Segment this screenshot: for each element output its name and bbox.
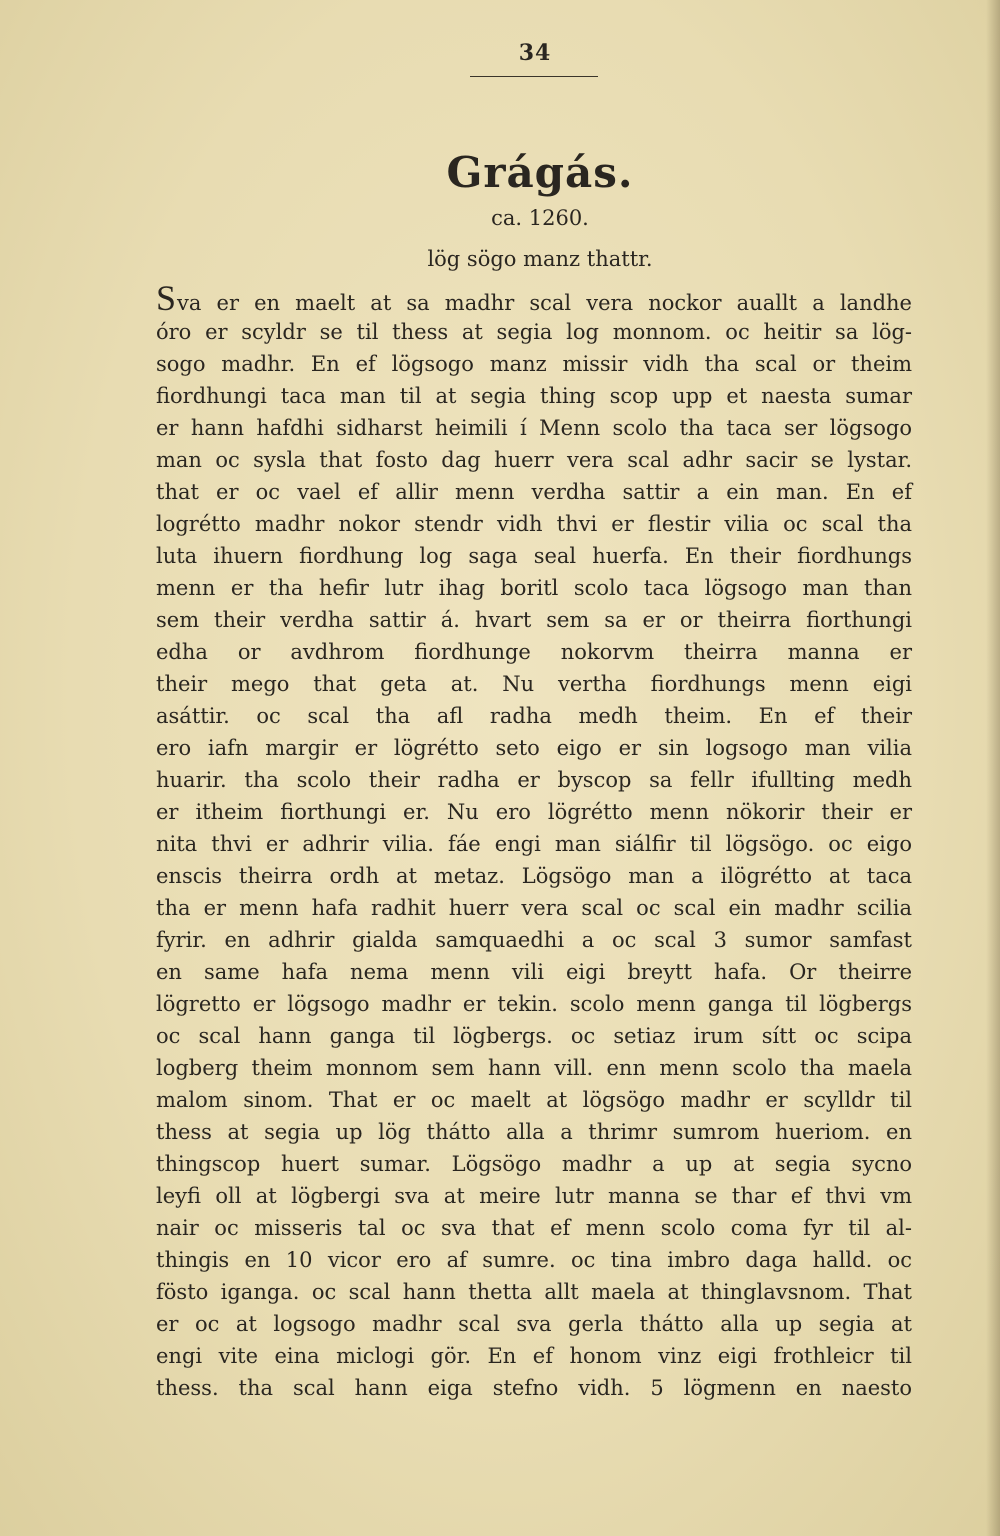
- text-line: menn er tha hefir lutr ihag boritl scolo taca lögsogo man than: [156, 576, 912, 600]
- page-edge-shadow: [986, 0, 1000, 1536]
- text-line: óro er scyldr se til thess at segia log monnom. oc heitir sa lög-: [156, 320, 912, 344]
- text-line: man oc sysla that fosto dag huerr vera scal adhr sacir se lystar.: [156, 448, 912, 472]
- text-line: logberg theim monnom sem hann vill. enn menn scolo tha maela: [156, 1056, 912, 1080]
- text-line: asáttir. oc scal tha afl radha medh theim. En ef their: [156, 704, 912, 728]
- text-line: enscis theirra ordh at metaz. Lögsögo man a ilögrétto at taca: [156, 864, 912, 888]
- page-number-rule: [470, 76, 598, 77]
- text-line: thess at segia up lög thátto alla a thrimr sumrom hueriom. en: [156, 1120, 912, 1144]
- date-line: ca. 1260.: [491, 206, 589, 230]
- page-title: Grágás.: [446, 148, 634, 197]
- section-subtitle: lög sögo manz thattr.: [427, 247, 653, 271]
- text-line: sem their verdha sattir á. hvart sem sa er or theirra fiorthungi: [156, 608, 912, 632]
- body-text: [156, 278, 912, 1404]
- text-line: leyfi oll at lögbergi sva at meire lutr manna se thar ef thvi vm: [156, 1184, 912, 1208]
- text-line: er itheim fiorthungi er. Nu ero lögrétto menn nökorir their er: [156, 800, 912, 824]
- text-line: their mego that geta at. Nu vertha fiordhungs menn eigi: [156, 672, 912, 696]
- text-line: er oc at logsogo madhr scal sva gerla thátto alla up segia at: [156, 1312, 912, 1336]
- text-line: engi vite eina miclogi gör. En ef honom vinz eigi frothleicr til: [156, 1344, 912, 1368]
- text-line: malom sinom. That er oc maelt at lögsögo madhr er scylldr til: [156, 1088, 912, 1112]
- text-line: fiordhungi taca man til at segia thing scop upp et naesta sumar: [156, 384, 912, 408]
- text-line: lögretto er lögsogo madhr er tekin. scolo menn ganga til lögbergs: [156, 992, 912, 1016]
- text-line: thess. tha scal hann eiga stefno vidh. 5 lögmenn en naesto: [156, 1376, 912, 1400]
- text-line: tha er menn hafa radhit huerr vera scal oc scal ein madhr scilia: [156, 896, 912, 920]
- text-line-first: [156, 278, 912, 318]
- text-line: thingscop huert sumar. Lögsögo madhr a up at segia sycno: [156, 1152, 912, 1176]
- text-line: nita thvi er adhrir vilia. fáe engi man siálfir til lögsögo. oc eigo: [156, 832, 912, 856]
- text-line: va er en maelt at sa madhr scal vera nockor auallt a landhe: [177, 291, 912, 315]
- text-line: nair oc misseris tal oc sva that ef menn scolo coma fyr til al-: [156, 1216, 912, 1240]
- text-line: fyrir. en adhrir gialda samquaedhi a oc scal 3 sumor samfast: [156, 928, 912, 952]
- text-line: that er oc vael ef allir menn verdha sattir a ein man. En ef: [156, 480, 912, 504]
- text-line: huarir. tha scolo their radha er byscop sa fellr ifullting medh: [156, 768, 912, 792]
- text-line: fösto iganga. oc scal hann thetta allt maela at thinglavsnom. That: [156, 1280, 912, 1304]
- text-line: edha or avdhrom fiordhunge nokorvm theirra manna er: [156, 640, 912, 664]
- text-line: er hann hafdhi sidharst heimili í Menn scolo tha taca ser lögsogo: [156, 416, 912, 440]
- text-line: oc scal hann ganga til lögbergs. oc setiaz irum sítt oc scipa: [156, 1024, 912, 1048]
- page-number: 34: [518, 40, 552, 66]
- drop-cap: S: [156, 278, 177, 318]
- text-line: thingis en 10 vicor ero af sumre. oc tina imbro daga halld. oc: [156, 1248, 912, 1272]
- text-line: sogo madhr. En ef lögsogo manz missir vidh tha scal or theim: [156, 352, 912, 376]
- text-line: luta ihuern fiordhung log saga seal huerfa. En their fiordhungs: [156, 544, 912, 568]
- text-line: en same hafa nema menn vili eigi breytt hafa. Or theirre: [156, 960, 912, 984]
- text-line: logrétto madhr nokor stendr vidh thvi er flestir vilia oc scal tha: [156, 512, 912, 536]
- text-line: ero iafn margir er lögrétto seto eigo er sin logsogo man vilia: [156, 736, 912, 760]
